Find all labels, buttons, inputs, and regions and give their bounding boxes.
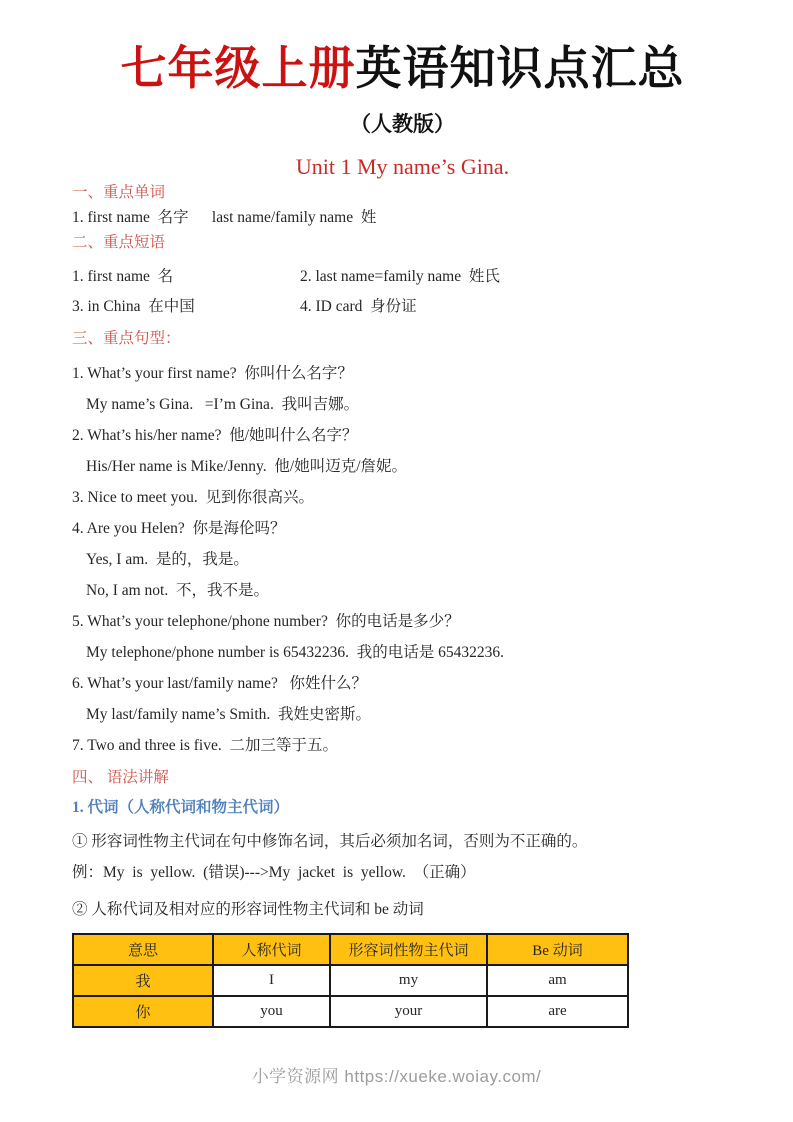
cell-meaning: 我: [73, 965, 213, 996]
sentences-block: [72, 358, 733, 761]
grammar-point-2: ② 人称代词及相对应的形容词性物主代词和 be 动词: [72, 901, 424, 918]
vocabulary-line: 1. first name 名字 last name/family name 姓: [72, 209, 377, 226]
page-title-grade: 七年级上册: [120, 43, 356, 94]
pronoun-table: [72, 933, 629, 1028]
cell-be-verb: am: [487, 965, 628, 996]
phrase-row: [72, 292, 733, 322]
sentence-line: 2. What’s his/her name? 他/她叫什么名字？: [72, 427, 358, 444]
phrase-item: 1. first name 名: [72, 268, 174, 285]
column-header-meaning: 意思: [73, 934, 213, 965]
table-row: [73, 996, 628, 1027]
footer-watermark: 小学资源网 https://xueke.woiay.com/: [251, 1067, 542, 1086]
edition-subtitle: （人教版）: [350, 112, 455, 136]
phrases-block: [72, 262, 733, 322]
phrase-item: 4. ID card 身份证: [300, 298, 417, 315]
sentence-line: 3. Nice to meet you. 见到你很高兴。: [72, 489, 314, 506]
cell-personal-pronoun: you: [213, 996, 330, 1027]
section-heading-grammar: 四、 语法讲解: [72, 769, 169, 786]
unit-title: Unit 1 My name’s Gina.: [295, 154, 510, 179]
sentence-line: His/Her name is Mike/Jenny. 他/她叫迈克/詹妮。: [86, 458, 408, 475]
grammar-example: 例：My is yellow. (错误)--->My jacket is yellow. （正确）: [72, 864, 476, 881]
table-row: [73, 965, 628, 996]
column-header-possessive: 形容词性物主代词: [330, 934, 487, 965]
section-heading-key-sentences: 三、重点句型：: [72, 330, 181, 347]
grammar-subheading-pronouns: 1. 代词（人称代词和物主代词）: [72, 799, 290, 816]
cell-possessive-adjective: my: [330, 965, 487, 996]
grammar-point-1: ① 形容词性物主代词在句中修饰名词，其后必须加名词，否则为不正确的。: [72, 833, 588, 850]
sentence-line: 5. What’s your telephone/phone number? 你的电话是多少？: [72, 613, 460, 630]
sentence-line: My name’s Gina. =I’m Gina. 我叫吉娜。: [86, 396, 360, 413]
column-header-be-verb: Be 动词: [487, 934, 628, 965]
cell-meaning: 你: [73, 996, 213, 1027]
section-heading-key-words: 一、重点单词: [72, 184, 166, 201]
phrase-item: 2. last name=family name 姓氏: [300, 268, 500, 285]
sentence-line: My telephone/phone number is 65432236. 我的电话是 65432236.: [86, 644, 505, 661]
phrase-row: [72, 262, 733, 292]
sentence-line: 7. Two and three is five. 二加三等于五。: [72, 737, 338, 754]
sentence-line: 4. Are you Helen? 你是海伦吗？: [72, 520, 286, 537]
page-title-subject: 英语知识点汇总: [355, 43, 685, 94]
sentence-line: No, I am not. 不，我不是。: [86, 582, 269, 599]
sentence-line: 6. What’s your last/family name? 你姓什么？: [72, 675, 368, 692]
page-title: [72, 40, 733, 98]
cell-possessive-adjective: your: [330, 996, 487, 1027]
sentence-line: My last/family name’s Smith. 我姓史密斯。: [86, 706, 372, 723]
sentence-line: 1. What’s your first name? 你叫什么名字？: [72, 365, 353, 382]
section-heading-key-phrases: 二、重点短语: [72, 234, 166, 251]
pronoun-table-header-row: [73, 934, 628, 965]
phrase-item: 3. in China 在中国: [72, 298, 195, 315]
sentence-line: Yes, I am. 是的，我是。: [86, 551, 249, 568]
cell-be-verb: are: [487, 996, 628, 1027]
cell-personal-pronoun: I: [213, 965, 330, 996]
column-header-personal: 人称代词: [213, 934, 330, 965]
